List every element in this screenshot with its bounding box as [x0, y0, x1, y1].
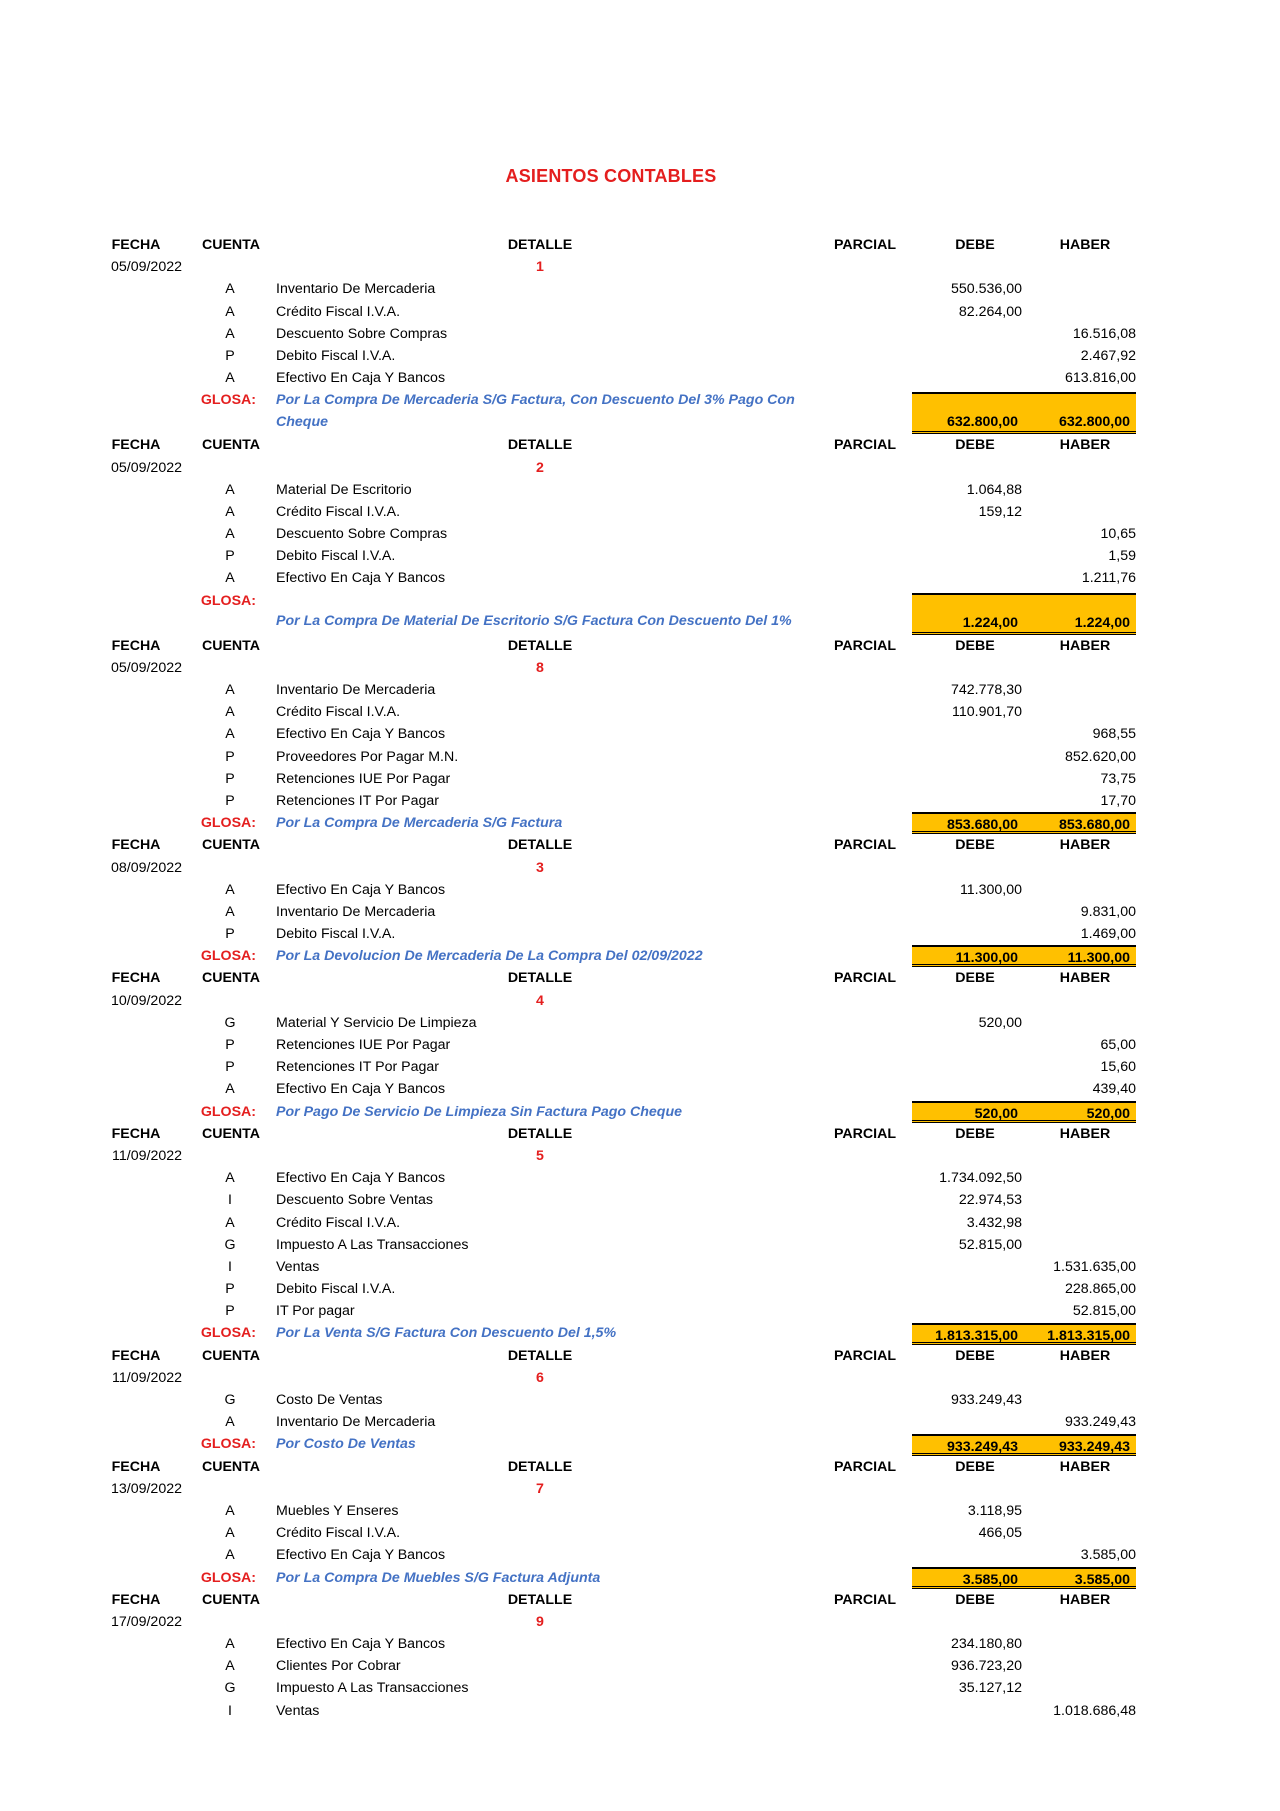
glosa-text: Por La Compra De Mercaderia S/G Factura	[276, 815, 563, 832]
table-row	[0, 479, 1280, 501]
account-name: Efectivo En Caja Y Bancos	[276, 881, 446, 898]
header-detalle: DETALLE	[507, 837, 573, 854]
account-type: P	[225, 926, 235, 943]
glosa-label: GLOSA:	[200, 392, 256, 409]
debe-amount: 3.118,95	[967, 1502, 1022, 1519]
account-name: Clientes Por Cobrar	[276, 1658, 401, 1675]
haber-amount: 16.516,08	[1072, 325, 1136, 342]
entry-date: 17/09/2022	[110, 1613, 182, 1630]
total-haber: 3.585,00	[1024, 1567, 1136, 1589]
header-debe: DEBE	[955, 1347, 995, 1364]
header-haber: HABER	[1059, 1591, 1111, 1608]
header-debe: DEBE	[955, 437, 995, 454]
haber-amount: 439,40	[1092, 1081, 1136, 1098]
entry-date-row	[0, 1611, 1280, 1633]
table-row	[0, 1167, 1280, 1189]
header-parcial: PARCIAL	[833, 637, 896, 654]
account-name: Proveedores Por Pagar M.N.	[276, 748, 459, 765]
account-type: A	[225, 526, 235, 543]
account-type: A	[225, 1658, 235, 1675]
account-name: Material Y Servicio De Limpieza	[276, 1014, 477, 1031]
header-cuenta: CUENTA	[201, 437, 261, 454]
entry-date: 11/09/2022	[112, 1369, 182, 1386]
header-parcial: PARCIAL	[833, 1347, 896, 1364]
account-type: A	[225, 1214, 235, 1231]
header-haber: HABER	[1059, 237, 1111, 253]
total-debe: 1.813.315,00	[912, 1323, 1024, 1345]
table-row	[0, 768, 1280, 790]
entry-header-row	[0, 234, 1280, 256]
glosa-text: Por La Venta S/G Factura Con Descuento Del 1,5%	[276, 1325, 617, 1342]
table-row	[0, 1500, 1280, 1522]
glosa-text: Por La Compra De Muebles S/G Factura Adjunta	[276, 1569, 601, 1586]
table-row	[0, 567, 1280, 589]
account-type: A	[225, 1502, 235, 1519]
entry-date: 11/09/2022	[112, 1147, 182, 1164]
table-row	[0, 1256, 1280, 1278]
debe-amount: 110.901,70	[952, 704, 1022, 721]
account-type: P	[225, 748, 235, 765]
entry-date-row	[0, 256, 1280, 278]
header-cuenta: CUENTA	[201, 970, 261, 987]
debe-amount: 550.536,00	[950, 281, 1022, 298]
glosa-row	[0, 945, 1280, 967]
total-haber: 1.224,00	[1024, 593, 1136, 635]
account-type: P	[225, 792, 235, 809]
entry-number: 6	[536, 1369, 544, 1386]
debe-amount: 936.723,20	[950, 1658, 1022, 1675]
entry-number: 8	[536, 659, 544, 676]
header-debe: DEBE	[955, 1458, 995, 1475]
header-parcial: PARCIAL	[833, 237, 896, 253]
account-type: I	[228, 1258, 232, 1275]
header-debe: DEBE	[955, 637, 995, 654]
entry-date-row	[0, 457, 1280, 479]
entry-date: 10/09/2022	[110, 992, 182, 1009]
debe-amount: 1.734.092,50	[939, 1170, 1022, 1187]
haber-amount: 1.211,76	[1081, 570, 1136, 587]
haber-amount: 10,65	[1100, 526, 1136, 543]
account-type: A	[225, 903, 235, 920]
account-type: A	[225, 682, 235, 698]
glosa-text: Por La Compra De Material De Escritorio S/G Factura Con Descuento Del 1%	[276, 612, 792, 629]
table-row	[0, 1633, 1280, 1655]
account-type: P	[225, 1303, 235, 1320]
account-name: Efectivo En Caja Y Bancos	[276, 570, 446, 587]
table-row	[0, 1677, 1280, 1699]
header-haber: HABER	[1059, 1347, 1111, 1364]
entry-date-row	[0, 1367, 1280, 1389]
haber-amount: 3.585,00	[1080, 1547, 1136, 1564]
account-type: I	[228, 1192, 232, 1209]
header-cuenta: CUENTA	[201, 1458, 261, 1475]
header-haber: HABER	[1059, 637, 1111, 654]
table-row	[0, 679, 1280, 701]
debe-amount: 466,05	[978, 1525, 1022, 1542]
entry-date: 08/09/2022	[110, 859, 182, 876]
glosa-text: Por La Compra De Mercaderia S/G Factura, Con Descuento Del 3% Pago Con Cheque	[276, 392, 795, 431]
haber-amount: 1.469,00	[1080, 926, 1136, 943]
account-type: A	[225, 1547, 235, 1564]
header-parcial: PARCIAL	[833, 970, 896, 987]
table-row	[0, 545, 1280, 567]
haber-amount: 1,59	[1108, 548, 1136, 565]
account-name: Impuesto A Las Transacciones	[276, 1236, 469, 1253]
table-row	[0, 1700, 1280, 1722]
account-name: Inventario De Mercaderia	[276, 281, 436, 298]
total-debe: 520,00	[912, 1101, 1024, 1123]
header-fecha: FECHA	[111, 1125, 161, 1142]
account-type: G	[224, 1680, 236, 1697]
account-name: Retenciones IUE Por Pagar	[276, 770, 451, 787]
table-row	[0, 501, 1280, 523]
table-row	[0, 323, 1280, 345]
account-type: A	[225, 303, 235, 320]
haber-amount: 65,00	[1100, 1037, 1136, 1053]
account-type: A	[225, 281, 235, 298]
table-row	[0, 1012, 1280, 1034]
header-fecha: FECHA	[111, 437, 161, 454]
debe-amount: 52.815,00	[958, 1236, 1022, 1253]
account-name: Ventas	[276, 1258, 320, 1275]
header-haber: HABER	[1059, 970, 1111, 987]
table-row	[0, 301, 1280, 323]
header-cuenta: CUENTA	[201, 637, 261, 654]
account-type: A	[225, 325, 235, 342]
haber-amount: 933.249,43	[1064, 1414, 1136, 1431]
entry-header-row	[0, 1456, 1280, 1478]
total-haber: 11.300,00	[1024, 945, 1136, 967]
entry-date-row	[0, 1145, 1280, 1167]
table-row	[0, 1389, 1280, 1411]
table-row	[0, 1234, 1280, 1256]
entry-number: 7	[536, 1480, 544, 1497]
header-haber: HABER	[1059, 837, 1111, 854]
header-debe: DEBE	[955, 837, 995, 854]
account-type: P	[225, 1281, 235, 1298]
glosa-label: GLOSA:	[200, 1325, 256, 1342]
account-name: Descuento Sobre Compras	[276, 325, 448, 342]
account-type: A	[225, 1081, 235, 1098]
haber-amount: 9.831,00	[1080, 903, 1136, 920]
haber-amount: 73,75	[1100, 770, 1136, 787]
account-type: A	[225, 1414, 235, 1431]
debe-amount: 11.300,00	[959, 881, 1022, 898]
debe-amount: 3.432,98	[966, 1214, 1022, 1231]
table-row	[0, 367, 1280, 389]
header-cuenta: CUENTA	[201, 1125, 261, 1142]
entry-header-row	[0, 967, 1280, 989]
debe-amount: 82.264,00	[958, 303, 1022, 320]
table-row	[0, 1544, 1280, 1566]
debe-amount: 159,12	[978, 503, 1022, 520]
table-row	[0, 278, 1280, 300]
account-type: A	[225, 1636, 235, 1653]
haber-amount: 613.816,00	[1064, 370, 1136, 387]
account-name: Efectivo En Caja Y Bancos	[276, 1636, 446, 1653]
account-type: A	[225, 881, 235, 898]
header-fecha: FECHA	[111, 237, 161, 253]
glosa-label: GLOSA:	[200, 1436, 256, 1453]
account-name: Descuento Sobre Compras	[276, 526, 448, 543]
header-debe: DEBE	[955, 1591, 995, 1608]
entry-date: 05/09/2022	[110, 259, 182, 276]
header-haber: HABER	[1059, 1458, 1111, 1475]
table-row	[0, 790, 1280, 812]
entry-date-row	[0, 857, 1280, 879]
account-name: Debito Fiscal I.V.A.	[276, 548, 396, 565]
account-name: Material De Escritorio	[276, 481, 412, 498]
debe-amount: 22.974,53	[958, 1192, 1022, 1209]
total-haber: 520,00	[1024, 1101, 1136, 1123]
account-type: P	[225, 1059, 235, 1076]
account-type: A	[225, 704, 235, 721]
account-name: Efectivo En Caja Y Bancos	[276, 1547, 446, 1564]
account-type: A	[225, 570, 235, 587]
total-haber: 933.249,43	[1024, 1434, 1136, 1456]
header-debe: DEBE	[955, 970, 995, 987]
table-row	[0, 723, 1280, 745]
header-fecha: FECHA	[111, 637, 161, 654]
account-type: P	[225, 770, 235, 787]
account-type: A	[225, 726, 235, 743]
glosa-row	[0, 812, 1280, 834]
table-row	[0, 746, 1280, 768]
account-type: A	[225, 481, 235, 498]
entry-date: 13/09/2022	[110, 1480, 182, 1497]
entry-date-row	[0, 657, 1280, 679]
header-fecha: FECHA	[111, 970, 161, 987]
table-row	[0, 1411, 1280, 1433]
header-fecha: FECHA	[111, 1591, 161, 1608]
glosa-label: GLOSA:	[200, 948, 256, 965]
table-row	[0, 901, 1280, 923]
entry-header-row	[0, 635, 1280, 657]
header-detalle: DETALLE	[507, 970, 573, 987]
header-parcial: PARCIAL	[833, 1591, 896, 1608]
table-row	[0, 1212, 1280, 1234]
debe-amount: 742.778,30	[950, 682, 1022, 698]
header-cuenta: CUENTA	[201, 837, 261, 854]
account-type: P	[225, 1037, 235, 1053]
debe-amount: 520,00	[978, 1014, 1022, 1031]
account-type: I	[228, 1702, 232, 1719]
glosa-text: Por Costo De Ventas	[276, 1436, 416, 1453]
entry-date-row	[0, 990, 1280, 1012]
header-detalle: DETALLE	[507, 637, 573, 654]
header-fecha: FECHA	[111, 1458, 161, 1475]
glosa-row	[0, 1322, 1280, 1344]
table-row	[0, 345, 1280, 367]
haber-amount: 852.620,00	[1064, 748, 1136, 765]
page-title: ASIENTOS CONTABLES	[505, 166, 717, 186]
header-detalle: DETALLE	[507, 237, 573, 253]
table-row	[0, 1034, 1280, 1056]
account-name: Debito Fiscal I.V.A.	[276, 926, 396, 943]
table-row	[0, 879, 1280, 901]
header-detalle: DETALLE	[507, 1347, 573, 1364]
entry-number: 2	[536, 459, 544, 476]
account-name: Inventario De Mercaderia	[276, 682, 436, 698]
table-row	[0, 1655, 1280, 1677]
account-type: G	[224, 1236, 236, 1253]
debe-amount: 35.127,12	[958, 1680, 1022, 1697]
table-row	[0, 923, 1280, 945]
account-type: P	[225, 347, 235, 364]
header-detalle: DETALLE	[507, 1458, 573, 1475]
account-name: Crédito Fiscal I.V.A.	[276, 503, 401, 520]
table-row	[0, 1078, 1280, 1100]
glosa-label: GLOSA:	[200, 592, 256, 609]
header-haber: HABER	[1059, 437, 1111, 454]
haber-amount: 2.467,92	[1080, 347, 1136, 364]
account-name: Inventario De Mercaderia	[276, 903, 436, 920]
header-cuenta: CUENTA	[201, 1591, 261, 1608]
glosa-label: GLOSA:	[200, 1569, 256, 1586]
haber-amount: 1.531.635,00	[1053, 1258, 1136, 1275]
entry-header-row	[0, 834, 1280, 856]
glosa-label: GLOSA:	[200, 815, 256, 832]
haber-amount: 15,60	[1100, 1059, 1136, 1076]
table-row	[0, 523, 1280, 545]
debe-amount: 234.180,80	[950, 1636, 1022, 1653]
haber-amount: 968,55	[1092, 726, 1136, 743]
account-type: A	[225, 370, 235, 387]
header-debe: DEBE	[955, 237, 995, 253]
account-name: Costo De Ventas	[276, 1392, 383, 1408]
entry-number: 5	[536, 1147, 544, 1164]
account-name: Inventario De Mercaderia	[276, 1414, 436, 1431]
header-cuenta: CUENTA	[201, 237, 261, 253]
header-parcial: PARCIAL	[833, 837, 896, 854]
total-debe: 3.585,00	[912, 1567, 1024, 1589]
header-debe: DEBE	[955, 1125, 995, 1142]
account-type: A	[225, 1170, 235, 1187]
total-debe: 853.680,00	[912, 812, 1024, 834]
table-row	[0, 1522, 1280, 1544]
entry-date: 05/09/2022	[110, 659, 182, 676]
total-debe: 933.249,43	[912, 1434, 1024, 1456]
total-haber: 632.800,00	[1024, 392, 1136, 434]
haber-amount: 1.018.686,48	[1053, 1702, 1136, 1719]
entry-header-row	[0, 1589, 1280, 1611]
table-row	[0, 1056, 1280, 1078]
account-name: Impuesto A Las Transacciones	[276, 1680, 469, 1697]
entry-header-row	[0, 1345, 1280, 1367]
table-row	[0, 701, 1280, 723]
table-row	[0, 1278, 1280, 1300]
account-name: Efectivo En Caja Y Bancos	[276, 370, 446, 387]
entry-number: 9	[536, 1613, 544, 1630]
glosa-row	[0, 590, 1280, 635]
account-name: Retenciones IT Por Pagar	[276, 792, 439, 809]
account-name: Efectivo En Caja Y Bancos	[276, 1170, 446, 1187]
account-type: A	[225, 503, 235, 520]
header-detalle: DETALLE	[507, 437, 573, 454]
total-debe: 632.800,00	[912, 392, 1024, 434]
account-name: Efectivo En Caja Y Bancos	[276, 726, 446, 743]
header-detalle: DETALLE	[507, 1591, 573, 1608]
header-parcial: PARCIAL	[833, 437, 896, 454]
entry-date-row	[0, 1478, 1280, 1500]
account-name: Ventas	[276, 1702, 320, 1719]
entry-header-row	[0, 434, 1280, 456]
account-name: IT Por pagar	[276, 1303, 355, 1320]
account-name: Debito Fiscal I.V.A.	[276, 347, 396, 364]
account-name: Retenciones IT Por Pagar	[276, 1059, 439, 1076]
table-row	[0, 1300, 1280, 1322]
header-haber: HABER	[1059, 1125, 1111, 1142]
account-type: G	[224, 1014, 236, 1031]
journal-entries	[0, 234, 1280, 1722]
haber-amount: 52.815,00	[1072, 1303, 1136, 1320]
glosa-text: Por Pago De Servicio De Limpieza Sin Factura Pago Cheque	[276, 1103, 683, 1120]
table-row	[0, 1189, 1280, 1211]
header-fecha: FECHA	[111, 837, 161, 854]
entry-date: 05/09/2022	[110, 459, 182, 476]
header-parcial: PARCIAL	[833, 1458, 896, 1475]
account-name: Crédito Fiscal I.V.A.	[276, 1214, 401, 1231]
account-name: Muebles Y Enseres	[276, 1502, 399, 1519]
account-name: Debito Fiscal I.V.A.	[276, 1281, 396, 1298]
account-type: G	[224, 1392, 236, 1408]
glosa-label: GLOSA:	[200, 1103, 256, 1120]
account-type: A	[225, 1525, 235, 1542]
haber-amount: 17,70	[1100, 792, 1136, 809]
glosa-row	[0, 1567, 1280, 1589]
account-name: Crédito Fiscal I.V.A.	[276, 704, 401, 721]
total-haber: 853.680,00	[1024, 812, 1136, 834]
account-type: P	[225, 548, 235, 565]
entry-number: 4	[536, 992, 544, 1009]
debe-amount: 1.064,88	[966, 481, 1022, 498]
entry-number: 3	[536, 859, 544, 876]
glosa-row	[0, 1433, 1280, 1455]
entry-header-row	[0, 1123, 1280, 1145]
debe-amount: 933.249,43	[950, 1392, 1022, 1408]
header-cuenta: CUENTA	[201, 1347, 261, 1364]
glosa-row	[0, 1101, 1280, 1123]
header-fecha: FECHA	[111, 1347, 161, 1364]
glosa-row	[0, 389, 1280, 434]
glosa-text: Por La Devolucion De Mercaderia De La Compra Del 02/09/2022	[276, 948, 703, 965]
total-debe: 1.224,00	[912, 593, 1024, 635]
header-parcial: PARCIAL	[833, 1125, 896, 1142]
account-name: Descuento Sobre Ventas	[276, 1192, 433, 1209]
account-name: Crédito Fiscal I.V.A.	[276, 303, 401, 320]
account-name: Efectivo En Caja Y Bancos	[276, 1081, 446, 1098]
total-haber: 1.813.315,00	[1024, 1323, 1136, 1345]
haber-amount: 228.865,00	[1064, 1281, 1136, 1298]
entry-number: 1	[536, 259, 544, 276]
total-debe: 11.300,00	[912, 945, 1024, 967]
account-name: Retenciones IUE Por Pagar	[276, 1037, 451, 1053]
header-detalle: DETALLE	[507, 1125, 573, 1142]
account-name: Crédito Fiscal I.V.A.	[276, 1525, 401, 1542]
